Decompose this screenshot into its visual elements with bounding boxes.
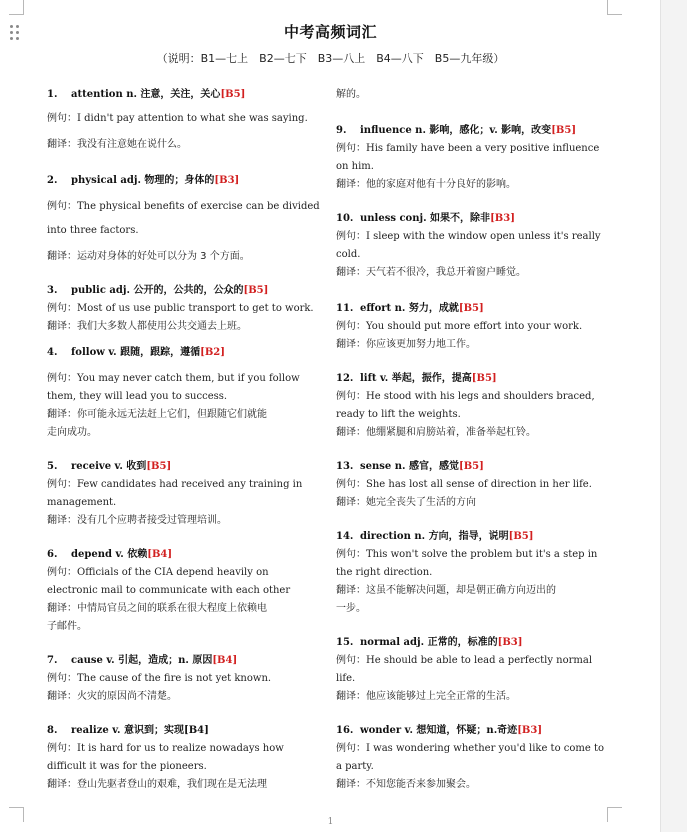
example-line	[336, 140, 599, 157]
example-line	[336, 564, 432, 581]
line-text: 火灾的原因尚不清楚。	[77, 691, 177, 702]
example-line	[47, 424, 97, 441]
line-label: 翻译：	[47, 691, 77, 702]
line-text: Officials of the CIA depend heavily on	[77, 567, 269, 578]
translation-line	[47, 688, 177, 705]
level-tag: [B5]	[471, 373, 497, 384]
level-tag: [B5]	[220, 89, 246, 100]
line-label: 翻译：	[336, 585, 366, 596]
line-label: 翻译：	[47, 603, 77, 614]
line-label: 翻译：	[47, 409, 77, 420]
entry-word: direction n. 方向，指导，说明	[360, 531, 509, 542]
line-text: Few candidates had received any training in	[77, 479, 303, 490]
line-text: on him.	[336, 161, 374, 172]
line-label: 例句：	[336, 479, 366, 490]
translation-line	[336, 336, 476, 353]
line-label: 例句：	[47, 567, 77, 578]
translation-line	[336, 688, 516, 705]
entry-word: receive v. 收到	[71, 461, 147, 472]
line-label: 例句：	[47, 479, 77, 490]
entry-word: influence n. 影响，感化；v. 影响，改变	[360, 125, 552, 136]
example-line	[336, 158, 374, 175]
example-line	[336, 318, 582, 335]
line-text: ready to lift the weights.	[336, 409, 461, 420]
example-line	[47, 582, 290, 599]
entry-heading	[336, 458, 484, 475]
translation-line	[336, 582, 556, 599]
entry-number: 15.	[336, 637, 354, 648]
entry-number: 13.	[336, 461, 354, 472]
entry-word: wonder v. 想知道，怀疑；n.奇迹	[360, 725, 518, 736]
line-label: 翻译：	[47, 515, 77, 526]
entry-heading	[336, 122, 576, 139]
line-text: 你可能永远无法赶上它们，但跟随它们就能	[77, 409, 267, 420]
line-text: 这虽不能解决问题，却是朝正确方向迈出的	[366, 585, 556, 596]
entry-word: public adj. 公开的，公共的，公众的	[71, 285, 244, 296]
line-label: 例句：	[47, 201, 77, 212]
page-subtitle: （说明：B1—七上 B2—七下 B3—八上 B4—八下 B5—九年级）	[156, 52, 505, 65]
level-tag: [B5]	[551, 125, 577, 136]
example-line	[336, 652, 592, 669]
entry-word: physical adj. 物理的；身体的	[71, 175, 215, 186]
example-line	[336, 228, 601, 245]
line-text: 他的家庭对他有十分良好的影响。	[366, 179, 516, 190]
line-label: 例句：	[47, 673, 77, 684]
line-label: 翻译：	[47, 321, 77, 332]
example-line	[336, 758, 374, 775]
line-label: 例句：	[336, 391, 366, 402]
line-label: 例句：	[336, 549, 366, 560]
line-text: 一步。	[336, 603, 366, 614]
entry-word: effort n. 努力，成就	[360, 303, 459, 314]
level-tag: [B5]	[146, 461, 172, 472]
entry-heading	[47, 722, 209, 739]
line-text: them, they will lead you to success.	[47, 391, 228, 402]
translation-line	[47, 512, 227, 529]
example-line	[336, 600, 366, 617]
example-line	[336, 388, 595, 405]
level-tag: [B2]	[200, 347, 225, 358]
line-text: electronic mail to communicate with each other	[47, 585, 291, 596]
entry-number: 8.	[47, 725, 58, 736]
line-text: 我们大多数人都使用公共交通去上班。	[77, 321, 247, 332]
translation-line	[336, 176, 516, 193]
line-label: 翻译：	[47, 779, 77, 790]
line-label: 例句：	[336, 655, 366, 666]
line-text: 他应该能够过上完全正常的生活。	[366, 691, 516, 702]
level-tag: [B3]	[497, 637, 523, 648]
entry-word: realize v. 意识到；实现[B4]	[71, 725, 209, 736]
line-text: It is hard for us to realize nowadays how	[77, 743, 284, 754]
example-line	[47, 476, 302, 493]
entry-heading	[47, 652, 237, 669]
entry-word: depend v. 依赖	[71, 549, 148, 560]
margin-corner-mark	[607, 0, 622, 15]
line-label: 例句：	[47, 303, 77, 314]
entry-number: 4.	[47, 347, 58, 358]
line-text: 我没有注意她在说什么。	[77, 139, 187, 150]
margin-corner-mark	[9, 0, 24, 15]
translation-line	[336, 424, 536, 441]
example-line	[47, 758, 207, 775]
example-line	[47, 388, 227, 405]
line-label: 翻译：	[336, 179, 366, 190]
example-line	[336, 740, 604, 757]
translation-line	[47, 136, 187, 153]
translation-line	[47, 248, 250, 265]
line-label: 例句：	[336, 743, 366, 754]
line-text: I was wondering whether you'd like to come to	[366, 743, 605, 754]
line-label: 例句：	[336, 231, 366, 242]
line-text: This won't solve the problem but it's a step in	[366, 549, 598, 560]
line-text: 没有几个应聘者接受过管理培训。	[77, 515, 227, 526]
entry-heading	[47, 344, 225, 361]
entry-heading	[336, 300, 484, 317]
line-text: She has lost all sense of direction in her life.	[366, 479, 592, 490]
entry-number: 6.	[47, 549, 58, 560]
example-line	[47, 222, 139, 239]
example-line	[47, 110, 308, 127]
line-label: 例句：	[47, 373, 77, 384]
line-label: 翻译：	[47, 139, 77, 150]
entry-heading	[47, 172, 239, 189]
example-line	[336, 406, 461, 423]
line-text: 她完全丧失了生活的方向	[366, 497, 476, 508]
translation-line	[47, 776, 267, 793]
line-text: The physical benefits of exercise can be divided	[77, 201, 320, 212]
entry-word: follow v. 跟随，跟踪，遵循	[71, 347, 201, 358]
line-text: I sleep with the window open unless it's really	[366, 231, 601, 242]
line-text: into three factors.	[47, 225, 139, 236]
line-label: 例句：	[47, 113, 77, 124]
line-text: a party.	[336, 761, 374, 772]
translation-line	[336, 494, 476, 511]
translation-line	[336, 264, 526, 281]
entry-number: 12.	[336, 373, 354, 384]
entry-heading	[47, 546, 172, 563]
level-tag: [B3]	[214, 175, 240, 186]
line-label: 翻译：	[336, 339, 366, 350]
level-tag: [B5]	[458, 303, 484, 314]
line-text: 天气若不很冷，我总开着窗户睡觉。	[366, 267, 526, 278]
entry-word: sense n. 感官，感觉	[360, 461, 459, 472]
entry-number: 16.	[336, 725, 354, 736]
line-text: 他绷紧腿和肩膀站着，准备举起杠铃。	[366, 427, 536, 438]
translation-line	[336, 776, 476, 793]
entry-number: 14.	[336, 531, 354, 542]
line-text: You may never catch them, but if you follow	[77, 373, 300, 384]
entry-number: 1.	[47, 89, 58, 100]
line-text: He stood with his legs and shoulders braced,	[366, 391, 595, 402]
entry-heading	[336, 528, 533, 545]
level-tag: [B5]	[458, 461, 484, 472]
line-text: His family have been a very positive influence	[366, 143, 600, 154]
line-text: 子邮件。	[47, 621, 87, 632]
line-text: management.	[47, 497, 117, 508]
entry-number: 11.	[336, 303, 354, 314]
example-line	[336, 670, 355, 687]
entry-number: 3.	[47, 285, 58, 296]
example-line	[47, 740, 284, 757]
line-text: life.	[336, 673, 356, 684]
entry-heading	[47, 86, 245, 103]
page-number: 1	[327, 817, 334, 827]
line-label: 翻译：	[336, 427, 366, 438]
line-text: You should put more effort into your work.	[366, 321, 583, 332]
level-tag: [B3]	[517, 725, 543, 736]
entry-heading	[336, 634, 522, 651]
entry-number: 10.	[336, 213, 354, 224]
example-line	[47, 564, 269, 581]
level-tag: [B5]	[243, 285, 269, 296]
line-text: Most of us use public transport to get to work.	[77, 303, 314, 314]
entry-heading	[47, 458, 171, 475]
level-tag: [B5]	[508, 531, 534, 542]
level-tag: [B4]	[212, 655, 238, 666]
entry-number: 9.	[336, 125, 347, 136]
entry-word: unless conj. 如果不，除非	[360, 213, 491, 224]
line-label: 例句：	[47, 743, 77, 754]
example-line	[336, 546, 597, 563]
example-line	[47, 618, 87, 635]
continued-text: 解的。	[336, 89, 366, 100]
line-text: 不知您能否来参加聚会。	[366, 779, 476, 790]
translation-line	[47, 318, 247, 335]
line-text: 登山先驱者登山的艰难，我们现在是无法理	[77, 779, 267, 790]
example-line	[47, 198, 320, 215]
line-text: 中情局官员之间的联系在很大程度上依赖电	[77, 603, 267, 614]
line-label: 例句：	[336, 143, 366, 154]
line-label: 例句：	[336, 321, 366, 332]
entry-word: cause v. 引起，造成；n. 原因	[71, 655, 213, 666]
line-text: difficult it was for the pioneers.	[47, 761, 207, 772]
entry-number: 5.	[47, 461, 58, 472]
example-line	[336, 476, 592, 493]
entry-number: 2.	[47, 175, 58, 186]
level-tag: [B3]	[490, 213, 515, 224]
example-line	[47, 300, 314, 317]
page-title: 中考高频词汇	[283, 23, 377, 41]
example-line	[47, 494, 116, 511]
line-label: 翻译：	[336, 779, 366, 790]
example-line	[47, 670, 271, 687]
vertical-scrollbar[interactable]	[660, 0, 687, 832]
level-tag: [B4]	[147, 549, 173, 560]
translation-line	[47, 600, 267, 617]
line-text: 走向成功。	[47, 427, 97, 438]
line-label: 翻译：	[47, 251, 77, 262]
example-line	[336, 246, 360, 263]
entry-heading	[47, 282, 268, 299]
entry-heading	[336, 370, 497, 387]
line-text: The cause of the fire is not yet known.	[77, 673, 272, 684]
line-text: the right direction.	[336, 567, 433, 578]
line-text: 你应该更加努力地工作。	[366, 339, 476, 350]
line-label: 翻译：	[336, 691, 366, 702]
entry-word: attention n. 注意，关注，关心	[71, 89, 221, 100]
line-text: I didn't pay attention to what she was saying.	[77, 113, 308, 124]
entry-word: normal adj. 正常的，标准的	[360, 637, 498, 648]
line-text: cold.	[336, 249, 361, 260]
entry-number: 7.	[47, 655, 58, 666]
entry-heading	[336, 210, 515, 227]
line-text: 运动对身体的好处可以分为 3 个方面。	[77, 251, 250, 262]
translation-line	[47, 406, 267, 423]
line-text: He should be able to lead a perfectly normal	[366, 655, 593, 666]
entry-word: lift v. 举起，振作，提高	[360, 373, 472, 384]
line-label: 翻译：	[336, 497, 366, 508]
entry-heading	[336, 722, 542, 739]
line-label: 翻译：	[336, 267, 366, 278]
example-line	[47, 370, 300, 387]
